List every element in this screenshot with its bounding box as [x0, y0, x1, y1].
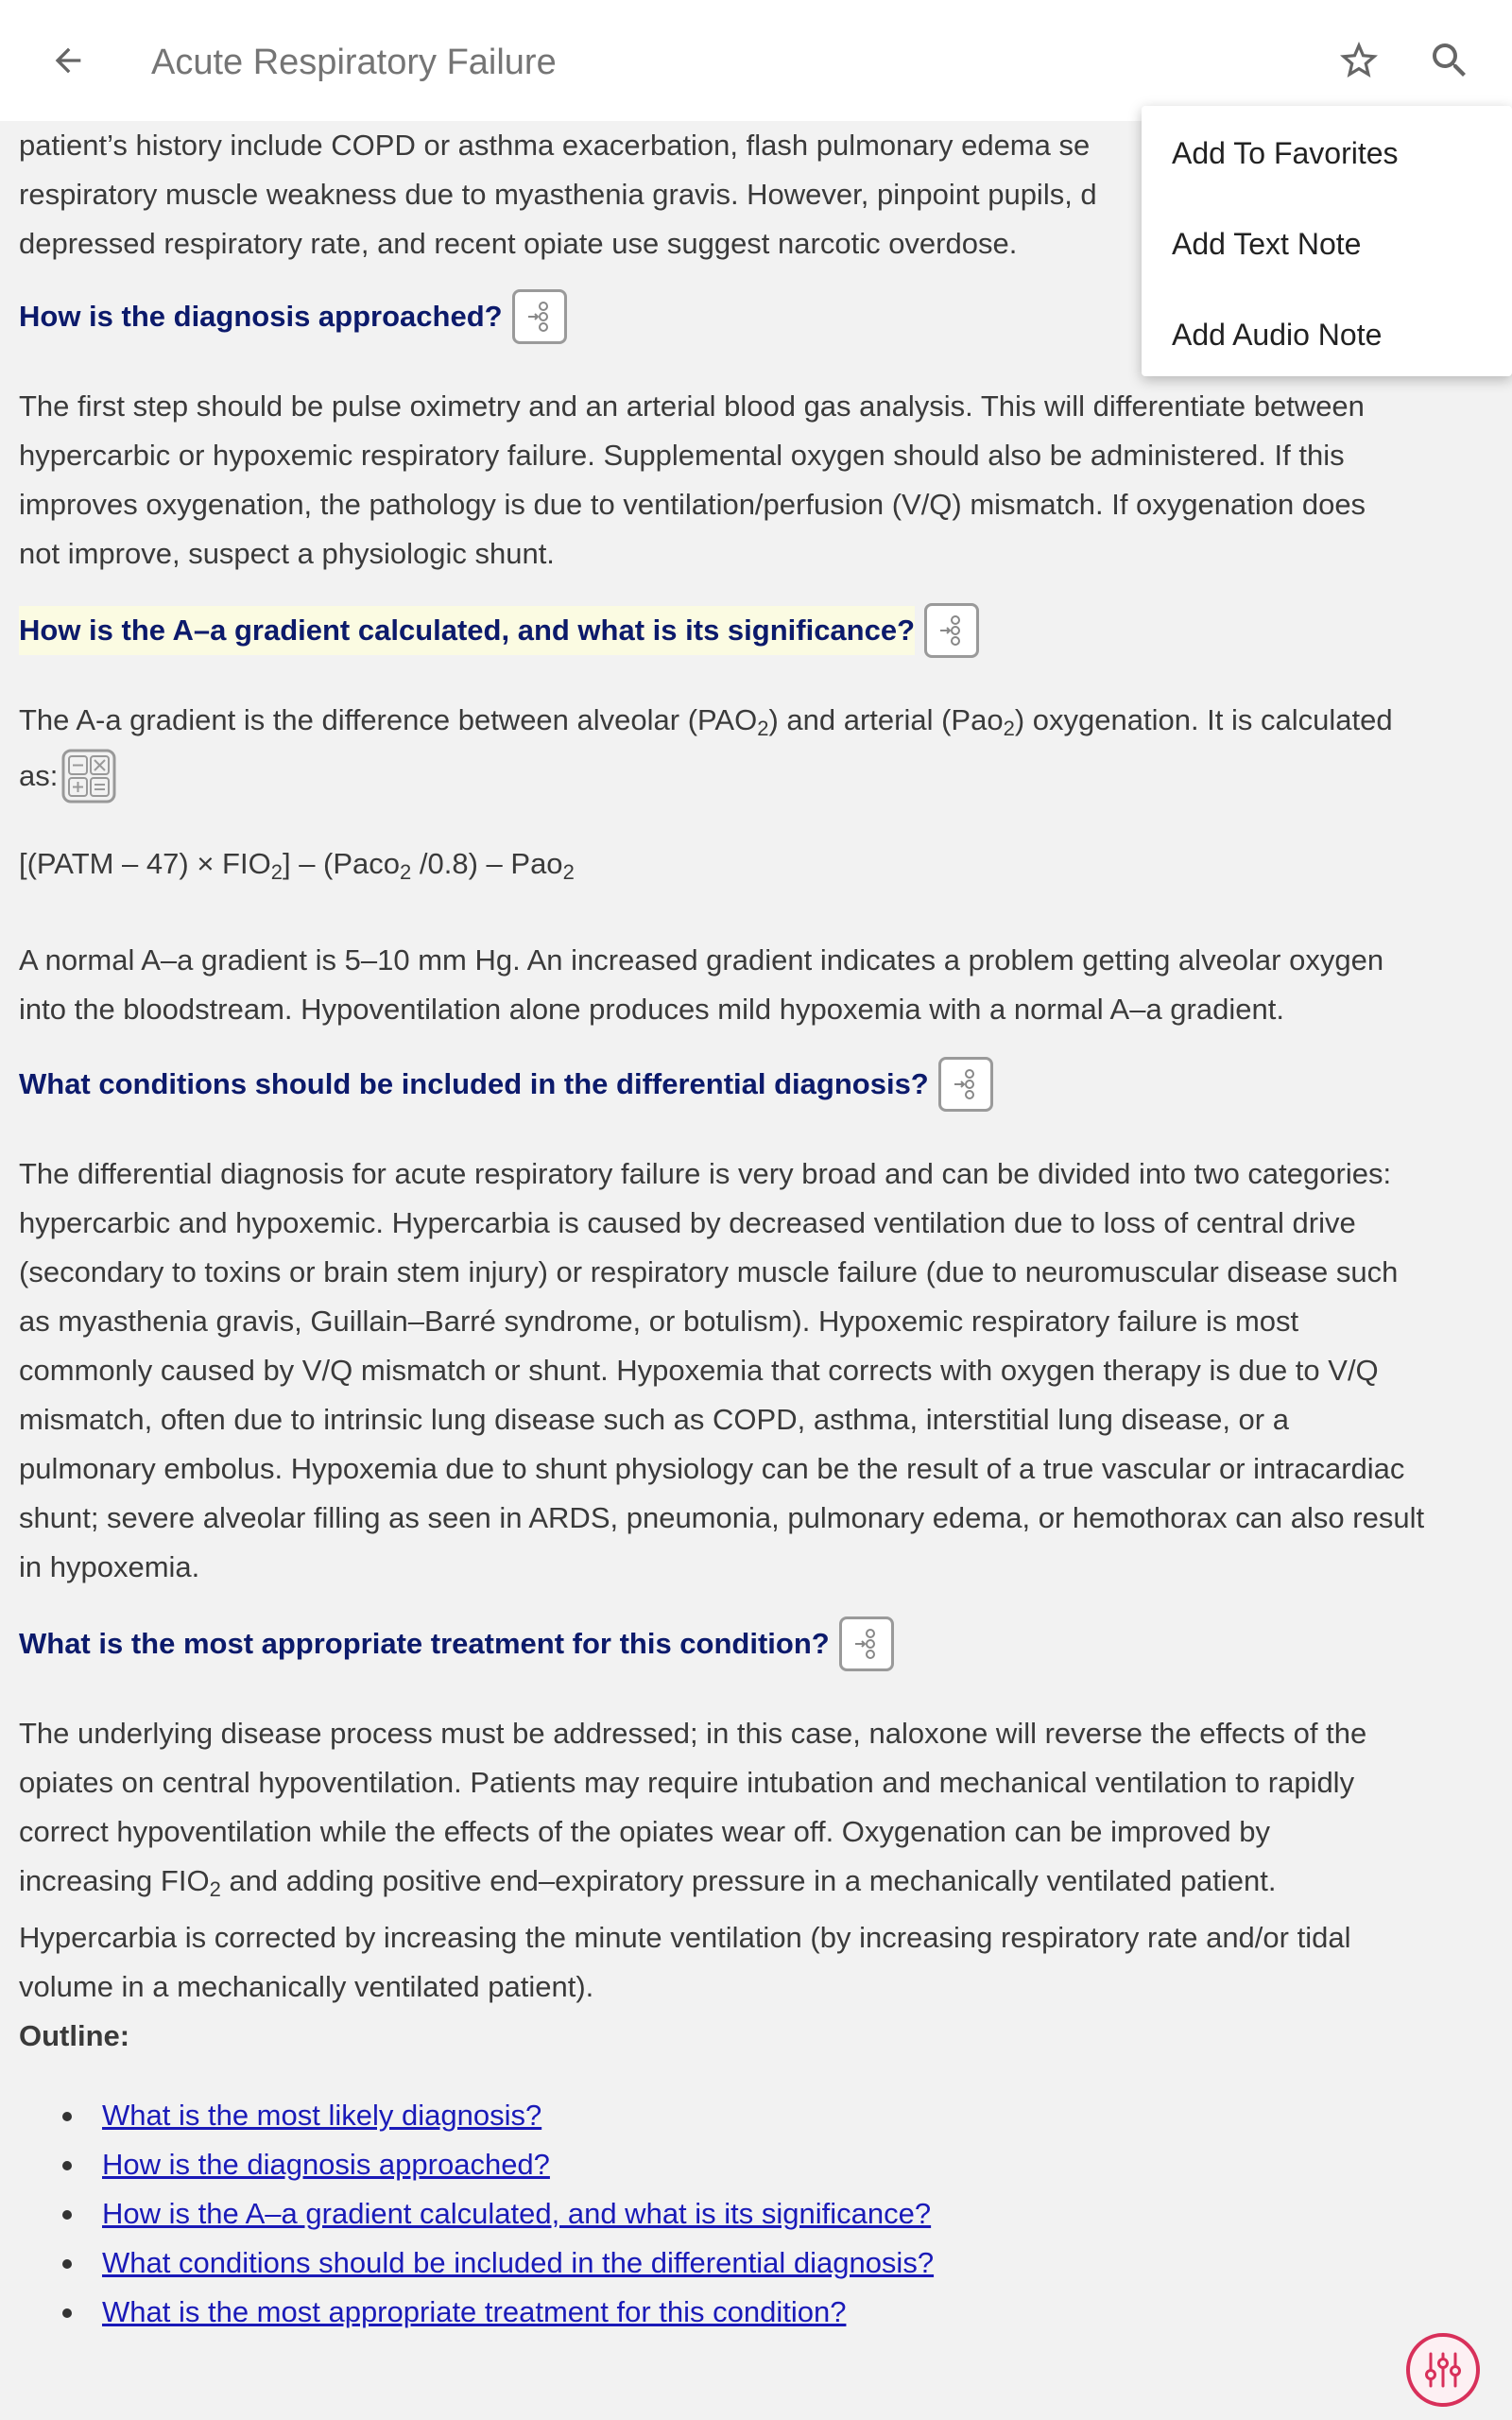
- list-item: [19, 2288, 1436, 2337]
- flowchart-button[interactable]: [924, 603, 979, 658]
- text-line: commonly caused by V/Q mismatch or shunt. Hypoxemia that corrects with oxygen therapy is due to V/Q: [19, 1354, 1379, 1387]
- text-run: ] – (Paco: [282, 847, 401, 880]
- sliders-icon: [1410, 2337, 1476, 2403]
- text-line: hypercarbic and hypoxemic. Hypercarbia is caused by decreased ventilation due to loss of central drive: [19, 1206, 1356, 1239]
- answer-paragraph: [19, 382, 1366, 579]
- subscript: 2: [1003, 717, 1015, 740]
- favorite-button[interactable]: [1332, 34, 1385, 87]
- text-line: not improve, suspect a physiologic shunt.: [19, 537, 555, 570]
- text-line: patient’s history include COPD or asthma exacerbation, flash pulmonary edema se: [19, 129, 1091, 162]
- menu-item-add-to-favorites[interactable]: Add To Favorites: [1172, 136, 1399, 170]
- star-outline-icon: [1336, 38, 1382, 83]
- text-line: The underlying disease process must be addressed; in this case, naloxone will reverse the effects of the: [19, 1717, 1367, 1750]
- search-button[interactable]: [1423, 34, 1476, 87]
- settings-fab[interactable]: [1406, 2333, 1480, 2407]
- answer-paragraph: [19, 936, 1383, 1034]
- text-line: mismatch, often due to intrinsic lung disease such as COPD, asthma, interstitial lung disease, or a: [19, 1403, 1289, 1436]
- text-run: ) and arterial (Pao: [768, 703, 1004, 736]
- menu-item-add-audio-note[interactable]: Add Audio Note: [1172, 318, 1383, 352]
- text-run: The A-a gradient is the difference between alveolar (PAO: [19, 703, 758, 736]
- question-heading: [19, 603, 979, 658]
- outline-link[interactable]: What conditions should be included in the differential diagnosis?: [102, 2246, 935, 2279]
- question-text: What conditions should be included in the differential diagnosis?: [19, 1067, 929, 1100]
- question-text: How is the diagnosis approached?: [19, 300, 503, 333]
- overflow-menu: [1142, 106, 1512, 376]
- text-run: as:: [19, 759, 59, 792]
- answer-paragraph: [19, 1150, 1424, 1592]
- question-heading: [19, 1057, 993, 1112]
- text-line: opiates on central hypoventilation. Patients may require intubation and mechanical ventilation to rapidly: [19, 1766, 1355, 1799]
- app-bar: [0, 0, 1512, 121]
- formula-line: [19, 839, 575, 889]
- list-item: [19, 2091, 1436, 2140]
- outline-link[interactable]: What is the most likely diagnosis?: [102, 2099, 542, 2132]
- search-icon: [1427, 38, 1472, 83]
- text-line: The first step should be pulse oximetry and an arterial blood gas analysis. This will differentiate between: [19, 389, 1365, 423]
- intro-paragraph: [19, 121, 1097, 268]
- text-line: correct hypoventilation while the effects of the opiates wear off. Oxygenation can be improved by: [19, 1815, 1271, 1848]
- text-run: increasing FIO: [19, 1864, 210, 1897]
- section-aa-gradient: [19, 603, 979, 658]
- text-line: Hypercarbia is corrected by increasing the minute ventilation (by increasing respiratory rate and/or tidal: [19, 1921, 1351, 1954]
- text-line: The differential diagnosis for acute respiratory failure is very broad and can be divided into two categories:: [19, 1157, 1392, 1190]
- text-line: as myasthenia gravis, Guillain–Barré syndrome, or botulism). Hypoxemic respiratory failure is most: [19, 1305, 1299, 1338]
- text-line: into the bloodstream. Hypoventilation alone produces mild hypoxemia with a normal A–a gradient.: [19, 993, 1284, 1026]
- outline-section: [19, 2012, 129, 2061]
- subscript: 2: [562, 860, 575, 884]
- list-item: [19, 2238, 1436, 2288]
- text-line: [19, 745, 1493, 807]
- subscript: 2: [400, 860, 412, 884]
- text-line: volume in a mechanically ventilated patient).: [19, 1970, 594, 2003]
- page-title: Acute Respiratory Failure: [151, 43, 557, 82]
- calculator-icon: [61, 749, 116, 804]
- text-line: hypercarbic or hypoxemic respiratory failure. Supplemental oxygen should also be administered. If this: [19, 439, 1345, 472]
- outline-link[interactable]: How is the A–a gradient calculated, and what is its significance?: [102, 2197, 932, 2230]
- subscript: 2: [270, 860, 283, 884]
- question-heading: [19, 289, 567, 344]
- text-run: [(PATM – 47) × FIO: [19, 847, 271, 880]
- flowchart-icon: [515, 292, 564, 341]
- flowchart-button[interactable]: [938, 1057, 993, 1112]
- answer-paragraph: [19, 1913, 1350, 2012]
- menu-item-add-text-note[interactable]: Add Text Note: [1172, 227, 1362, 261]
- section-treatment: [19, 1616, 894, 1671]
- text-line: A normal A–a gradient is 5–10 mm Hg. An increased gradient indicates a problem getting alveolar oxygen: [19, 943, 1384, 977]
- flowchart-button[interactable]: [512, 289, 567, 344]
- question-heading: [19, 1616, 894, 1671]
- list-item: [19, 2140, 1436, 2189]
- back-button[interactable]: [42, 34, 94, 87]
- formula: [19, 839, 575, 889]
- text-line: [19, 1857, 1366, 1906]
- article-content[interactable]: [0, 121, 1512, 2420]
- list-item: [19, 2189, 1436, 2238]
- flowchart-button[interactable]: [839, 1616, 894, 1671]
- text-line: depressed respiratory rate, and recent opiate use suggest narcotic overdose.: [19, 227, 1018, 260]
- flowchart-icon: [927, 606, 976, 655]
- answer-paragraph: [19, 1709, 1366, 1906]
- subscript: 2: [757, 717, 769, 740]
- outline-list: [19, 2091, 1436, 2337]
- text-line: [19, 696, 1493, 745]
- outline-link[interactable]: What is the most appropriate treatment for this condition?: [102, 2295, 847, 2328]
- text-line: shunt; severe alveolar filling as seen in ARDS, pneumonia, pulmonary edema, or hemothorax can also result: [19, 1501, 1425, 1534]
- section-differential-diagnosis: [19, 1057, 993, 1112]
- flowchart-icon: [842, 1619, 891, 1668]
- arrow-left-icon: [49, 42, 87, 79]
- text-line: improves oxygenation, the pathology is due to ventilation/perfusion (V/Q) mismatch. If oxygenation does: [19, 488, 1366, 521]
- text-line: respiratory muscle weakness due to myasthenia gravis. However, pinpoint pupils, d: [19, 178, 1097, 211]
- text-line: in hypoxemia.: [19, 1550, 200, 1583]
- question-text: What is the most appropriate treatment for this condition?: [19, 1627, 830, 1660]
- flowchart-icon: [941, 1060, 990, 1109]
- text-line: pulmonary embolus. Hypoxemia due to shunt physiology can be the result of a true vascular or intracardiac: [19, 1452, 1405, 1485]
- subscript: 2: [209, 1877, 221, 1901]
- outline-title: Outline:: [19, 2019, 130, 2052]
- text-run: /0.8) – Pao: [411, 847, 563, 880]
- text-line: (secondary to toxins or brain stem injury) or respiratory muscle failure (due to neuromuscular disease such: [19, 1255, 1399, 1288]
- text-run: and adding positive end–expiratory pressure in a mechanically ventilated patient.: [220, 1864, 1277, 1897]
- section-diagnosis-approach: [19, 289, 567, 344]
- outline-link[interactable]: How is the diagnosis approached?: [102, 2148, 550, 2181]
- calculator-button[interactable]: [61, 749, 116, 804]
- question-text: How is the A–a gradient calculated, and what is its significance?: [19, 606, 915, 655]
- answer-paragraph: [19, 696, 1493, 807]
- text-run: ) oxygenation. It is calculated: [1014, 703, 1393, 736]
